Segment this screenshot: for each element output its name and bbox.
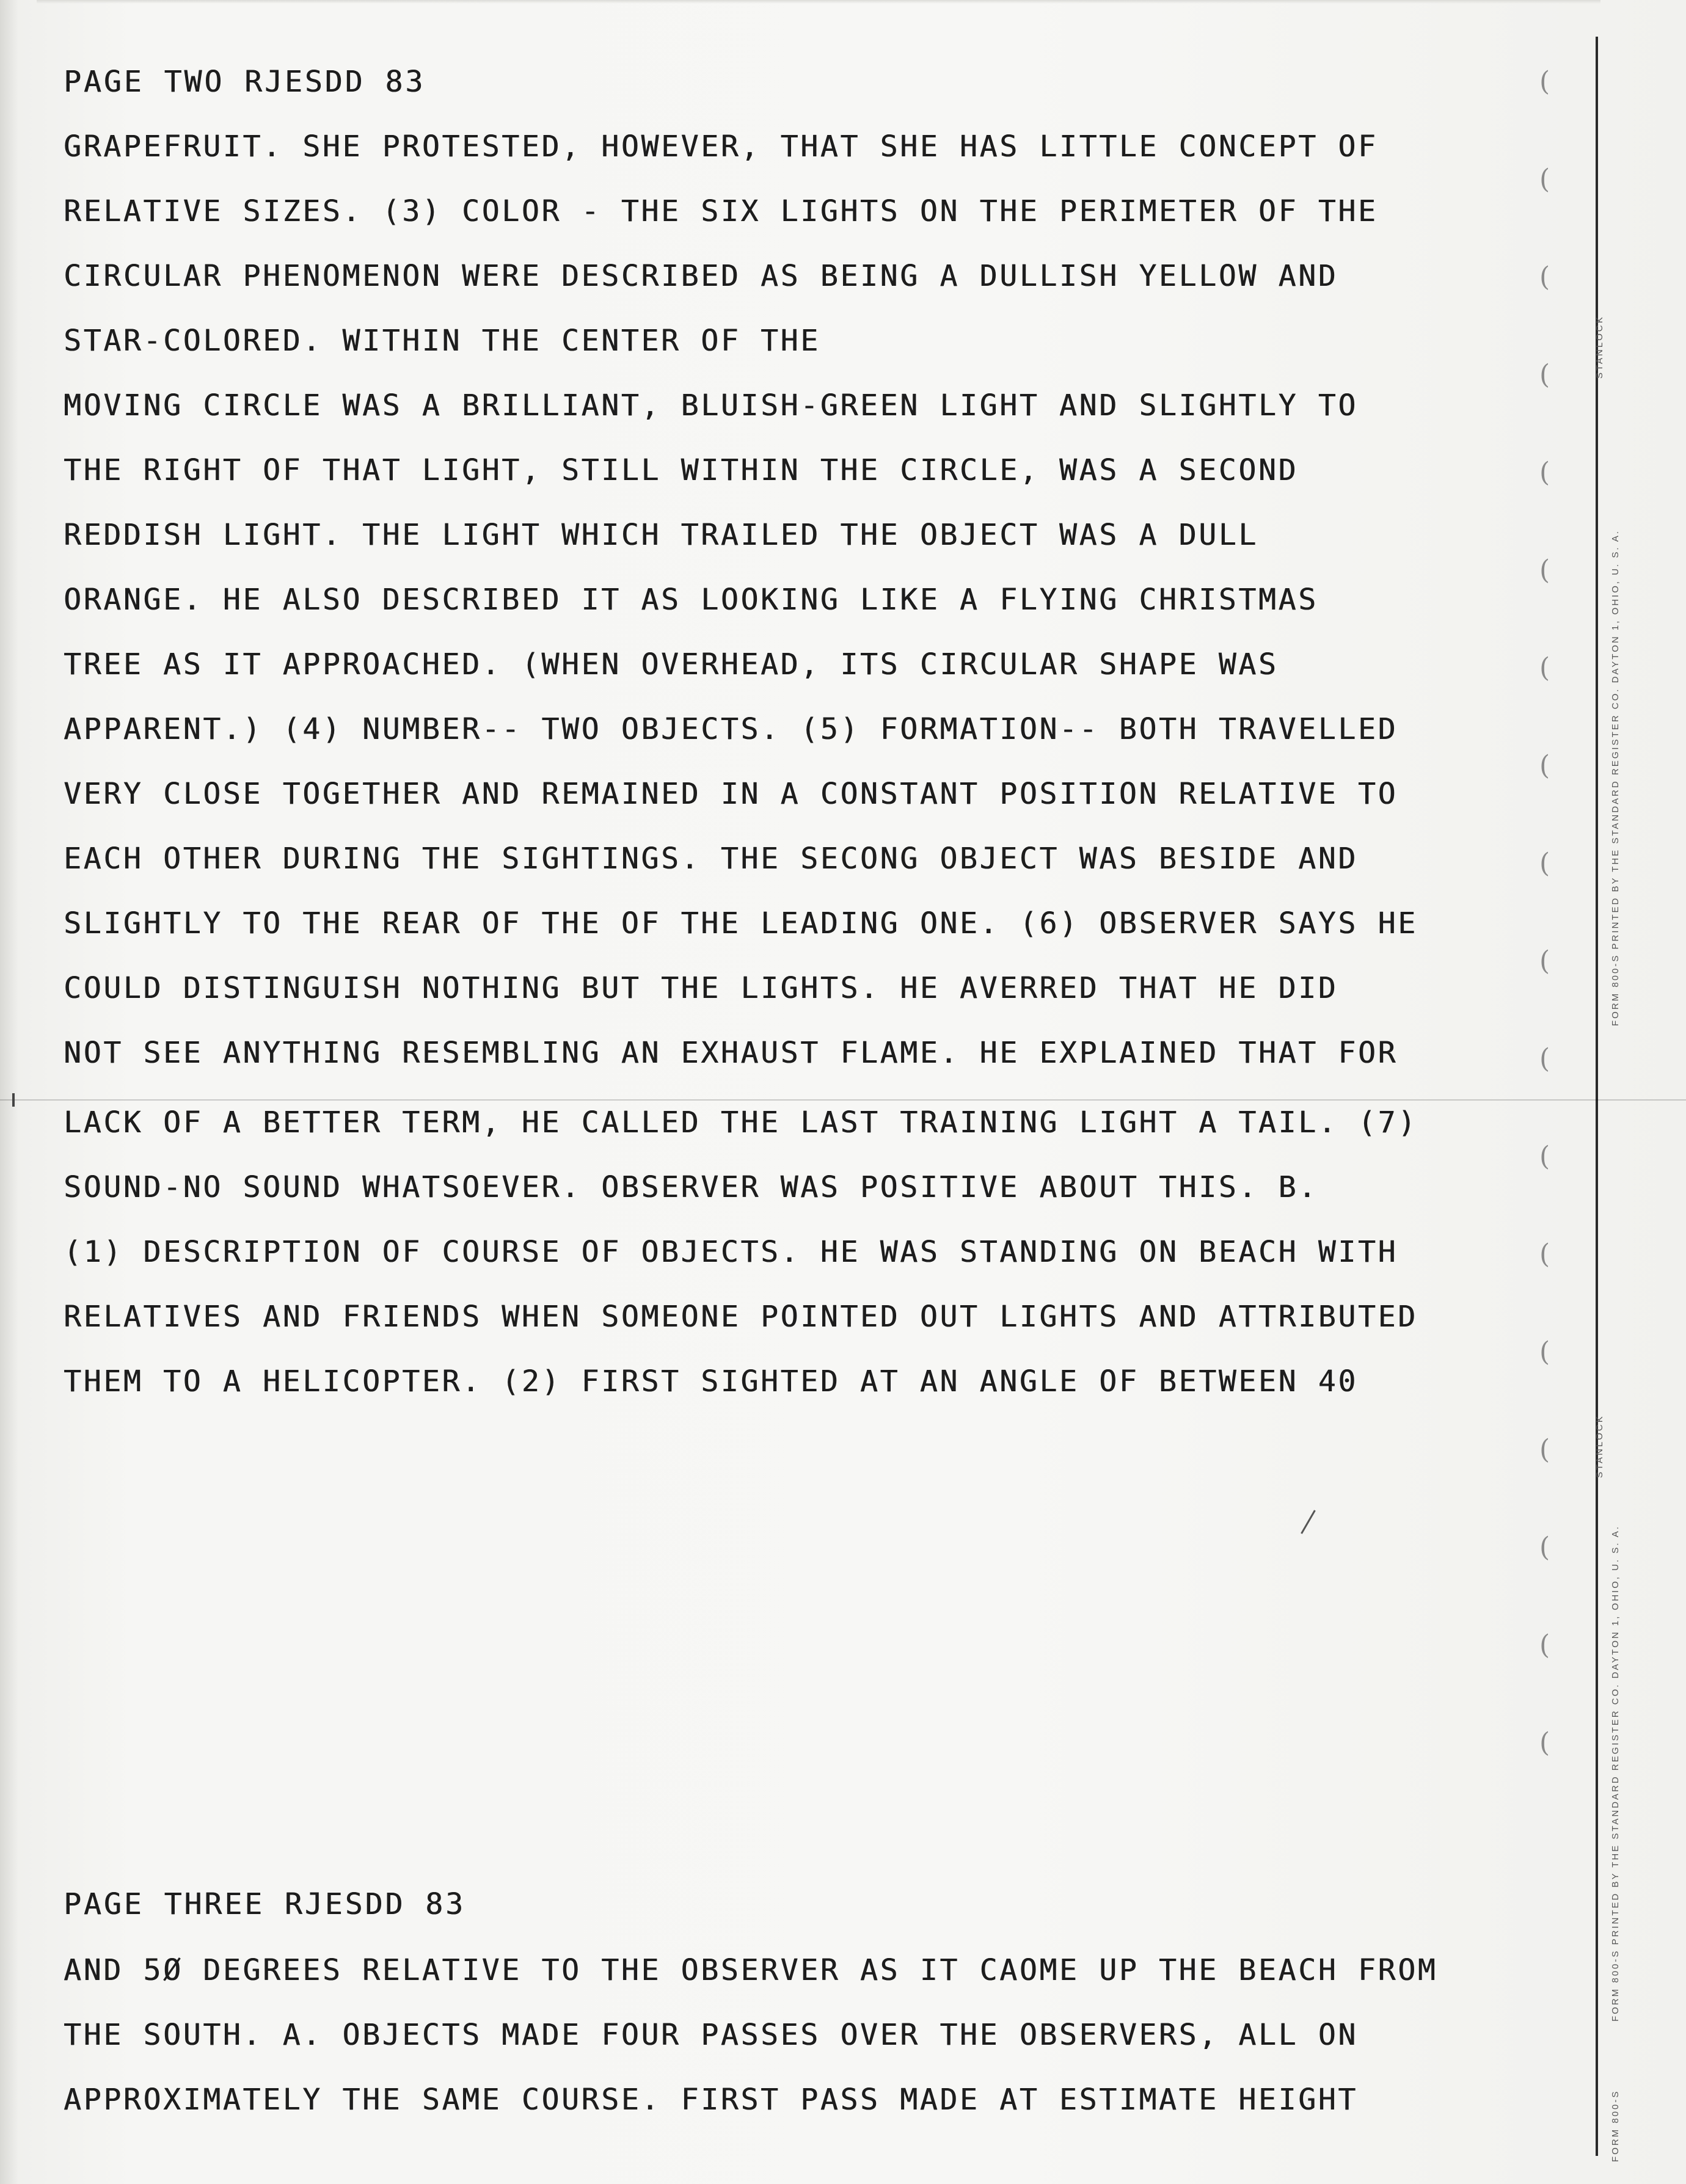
text-line: (1) DESCRIPTION OF COURSE OF OBJECTS. HE WAS STANDING ON BEACH WITH [64,1235,1398,1269]
text-line: VERY CLOSE TOGETHER AND REMAINED IN A CONSTANT POSITION RELATIVE TO [64,777,1398,811]
text-line: SOUND-NO SOUND WHATSOEVER. OBSERVER WAS POSITIVE ABOUT THIS. B. [64,1170,1318,1204]
text-line: ORANGE. HE ALSO DESCRIBED IT AS LOOKING LIKE A FLYING CHRISTMAS [64,583,1318,617]
feed-hole-icon: ( [1539,1629,1550,1661]
page-top-edge [37,0,1600,4]
text-line: APPARENT.) (4) NUMBER-- TWO OBJECTS. (5) FORMATION-- BOTH TRAVELLED [64,712,1398,746]
text-line: EACH OTHER DURING THE SIGHTINGS. THE SECONG OBJECT WAS BESIDE AND [64,842,1358,876]
text-line: COULD DISTINGUISH NOTHING BUT THE LIGHTS. HE AVERRED THAT HE DID [64,971,1338,1005]
stanlock-margin-label: STANLOCK [1594,315,1605,379]
printer-imprint: FORM 800-S PRINTED BY THE STANDARD REGISTER CO. DAYTON 1, OHIO, U. S. A. [1610,1524,1621,2022]
printer-imprint: FORM 800-S PRINTED BY THE STANDARD REGISTER CO. DAYTON 1, OHIO, U. S. A. [1610,529,1621,1026]
feed-hole-icon: ( [1539,457,1550,488]
text-line: STAR-COLORED. WITHIN THE CENTER OF THE [64,324,820,358]
text-line: MOVING CIRCLE WAS A BRILLIANT, BLUISH-GREEN LIGHT AND SLIGHTLY TO [64,388,1358,423]
feed-hole-icon: ( [1539,848,1550,879]
feed-hole-icon: ( [1539,359,1550,390]
page-two-header: PAGE TWO RJESDD 83 [64,65,426,99]
text-line: SLIGHTLY TO THE REAR OF THE OF THE LEADING ONE. (6) OBSERVER SAYS HE [64,906,1418,941]
text-line: AND 5Ø DEGREES RELATIVE TO THE OBSERVER AS IT CAOME UP THE BEACH FROM [64,1953,1438,1987]
text-line: THE SOUTH. A. OBJECTS MADE FOUR PASSES OVER THE OBSERVERS, ALL ON [64,2018,1358,2052]
feed-hole-icon: ( [1539,1141,1550,1172]
stanlock-margin-label: STANLOCK [1594,1414,1605,1478]
feed-hole-icon: ( [1539,1043,1550,1074]
text-line: RELATIVE SIZES. (3) COLOR - THE SIX LIGHTS ON THE PERIMETER OF THE [64,194,1378,228]
text-line: THEM TO A HELICOPTER. (2) FIRST SIGHTED AT AN ANGLE OF BETWEEN 40 [64,1364,1358,1399]
feed-hole-icon: ( [1539,1239,1550,1270]
feed-hole-icon: ( [1539,261,1550,293]
fold-tick-mark [12,1093,15,1107]
page-edge-shadow [0,0,18,2184]
feed-hole-icon: ( [1539,164,1550,195]
text-line: CIRCULAR PHENOMENON WERE DESCRIBED AS BEING A DULLISH YELLOW AND [64,259,1338,293]
feed-hole-icon: ( [1539,652,1550,683]
feed-hole-icon: ( [1539,750,1550,781]
fold-line [0,1099,1686,1101]
text-line: APPROXIMATELY THE SAME COURSE. FIRST PASS MADE AT ESTIMATE HEIGHT [64,2083,1358,2117]
text-line: TREE AS IT APPROACHED. (WHEN OVERHEAD, ITS CIRCULAR SHAPE WAS [64,647,1279,682]
feed-hole-icon: ( [1539,1532,1550,1563]
text-line: THE RIGHT OF THAT LIGHT, STILL WITHIN THE CIRCLE, WAS A SECOND [64,453,1299,487]
feed-hole-icon: ( [1539,66,1550,97]
page-three-header: PAGE THREE RJESDD 83 [64,1887,465,1921]
feed-hole-icon: ( [1539,1336,1550,1367]
text-line: RELATIVES AND FRIENDS WHEN SOMEONE POINTED OUT LIGHTS AND ATTRIBUTED [64,1300,1418,1334]
text-line: REDDISH LIGHT. THE LIGHT WHICH TRAILED THE OBJECT WAS A DULL [64,518,1258,552]
feed-hole-icon: ( [1539,945,1550,977]
feed-hole-icon: ( [1539,1434,1550,1465]
printer-imprint: FORM 800-S [1610,2089,1621,2162]
text-line: NOT SEE ANYTHING RESEMBLING AN EXHAUST FLAME. HE EXPLAINED THAT FOR [64,1036,1398,1070]
text-line: GRAPEFRUIT. SHE PROTESTED, HOWEVER, THAT SHE HAS LITTLE CONCEPT OF [64,129,1378,164]
text-line: LACK OF A BETTER TERM, HE CALLED THE LAST TRAINING LIGHT A TAIL. (7) [64,1105,1418,1140]
feed-hole-icon: ( [1539,555,1550,586]
feed-hole-icon: ( [1539,1727,1550,1758]
